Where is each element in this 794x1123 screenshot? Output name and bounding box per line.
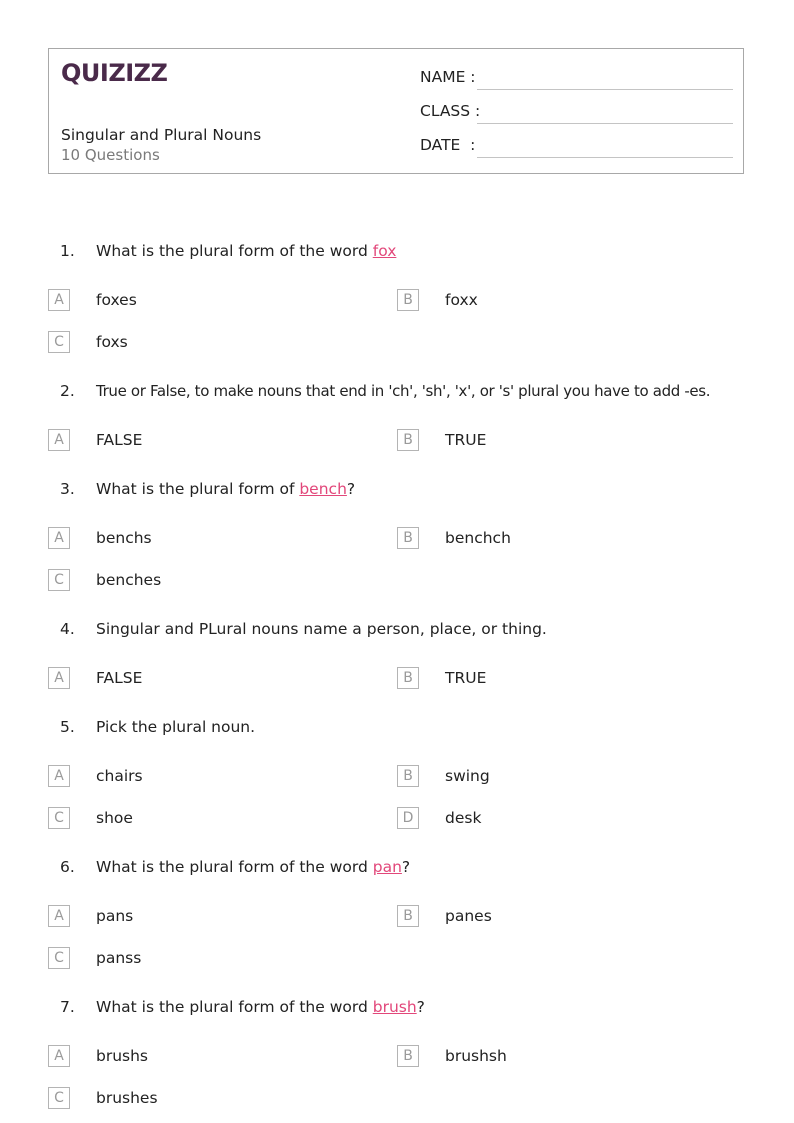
question-number: 2. bbox=[60, 382, 75, 400]
date-label: DATE : bbox=[420, 136, 476, 154]
worksheet-header bbox=[48, 48, 744, 174]
option-letter: A bbox=[48, 429, 70, 451]
question-text: Pick the plural noun. bbox=[96, 718, 256, 736]
option-text: TRUE bbox=[445, 669, 487, 687]
class-line bbox=[477, 123, 733, 124]
option-text: chairs bbox=[96, 767, 143, 785]
option-text: FALSE bbox=[96, 669, 143, 687]
question-stem: What is the plural form of the word bbox=[96, 242, 373, 260]
question-stem: What is the plural form of the word bbox=[96, 998, 373, 1016]
worksheet-title: Singular and Plural Nouns bbox=[61, 126, 262, 144]
option-letter: A bbox=[48, 289, 70, 311]
question-text: True or False, to make nouns that end in 'ch', 'sh', 'x', or 's' plural you have to add -es. bbox=[96, 382, 711, 400]
option-letter: A bbox=[48, 527, 70, 549]
question-text: Singular and PLural nouns name a person, place, or thing. bbox=[96, 620, 547, 638]
highlighted-word: fox bbox=[372, 242, 397, 260]
option-text: TRUE bbox=[445, 431, 487, 449]
option-text: brushes bbox=[96, 1089, 158, 1107]
option-letter: B bbox=[397, 527, 419, 549]
option-letter: B bbox=[397, 765, 419, 787]
option-letter: D bbox=[397, 807, 419, 829]
option-text: swing bbox=[445, 767, 490, 785]
option-letter: C bbox=[48, 331, 70, 353]
class-label: CLASS : bbox=[420, 102, 481, 120]
question-end: ? bbox=[346, 480, 356, 498]
date-line bbox=[477, 157, 733, 158]
question-number: 5. bbox=[60, 718, 75, 736]
option-text: foxes bbox=[96, 291, 137, 309]
option-text: foxx bbox=[445, 291, 478, 309]
option-text: benchch bbox=[445, 529, 511, 547]
option-text: benchs bbox=[96, 529, 152, 547]
question-text bbox=[96, 480, 355, 498]
question-number: 4. bbox=[60, 620, 75, 638]
question-number: 7. bbox=[60, 998, 75, 1016]
option-text: panss bbox=[96, 949, 142, 967]
option-text: foxs bbox=[96, 333, 128, 351]
option-letter: A bbox=[48, 667, 70, 689]
option-text: FALSE bbox=[96, 431, 143, 449]
question-stem: What is the plural form of the word bbox=[96, 858, 373, 876]
question-end: ? bbox=[401, 858, 411, 876]
option-letter: C bbox=[48, 569, 70, 591]
option-letter: A bbox=[48, 765, 70, 787]
name-label: NAME : bbox=[420, 68, 476, 86]
highlighted-word: bench bbox=[299, 480, 347, 498]
option-letter: B bbox=[397, 429, 419, 451]
question-text bbox=[96, 858, 410, 876]
option-text: brushs bbox=[96, 1047, 149, 1065]
option-letter: A bbox=[48, 1045, 70, 1067]
option-text: benches bbox=[96, 571, 162, 589]
question-end: ? bbox=[416, 998, 425, 1016]
question-number: 1. bbox=[60, 242, 75, 260]
quizizz-logo: QUIZIZZ bbox=[61, 59, 168, 87]
option-letter: A bbox=[48, 905, 70, 927]
question-number: 3. bbox=[60, 480, 75, 498]
question-text bbox=[96, 242, 396, 260]
option-letter: B bbox=[397, 1045, 419, 1067]
option-text: desk bbox=[445, 809, 482, 827]
option-text: brushsh bbox=[445, 1047, 507, 1065]
highlighted-word: pan bbox=[372, 858, 402, 876]
option-letter: B bbox=[397, 667, 419, 689]
option-letter: B bbox=[397, 905, 419, 927]
option-letter: C bbox=[48, 1087, 70, 1109]
question-text bbox=[96, 998, 425, 1016]
highlighted-word: brush bbox=[372, 998, 417, 1016]
name-line bbox=[477, 89, 733, 90]
question-count: 10 Questions bbox=[61, 146, 160, 164]
question-number: 6. bbox=[60, 858, 75, 876]
option-letter: B bbox=[397, 289, 419, 311]
option-letter: C bbox=[48, 947, 70, 969]
option-text: panes bbox=[445, 907, 492, 925]
question-stem: What is the plural form of bbox=[96, 480, 300, 498]
option-text: pans bbox=[96, 907, 134, 925]
option-text: shoe bbox=[96, 809, 133, 827]
option-letter: C bbox=[48, 807, 70, 829]
